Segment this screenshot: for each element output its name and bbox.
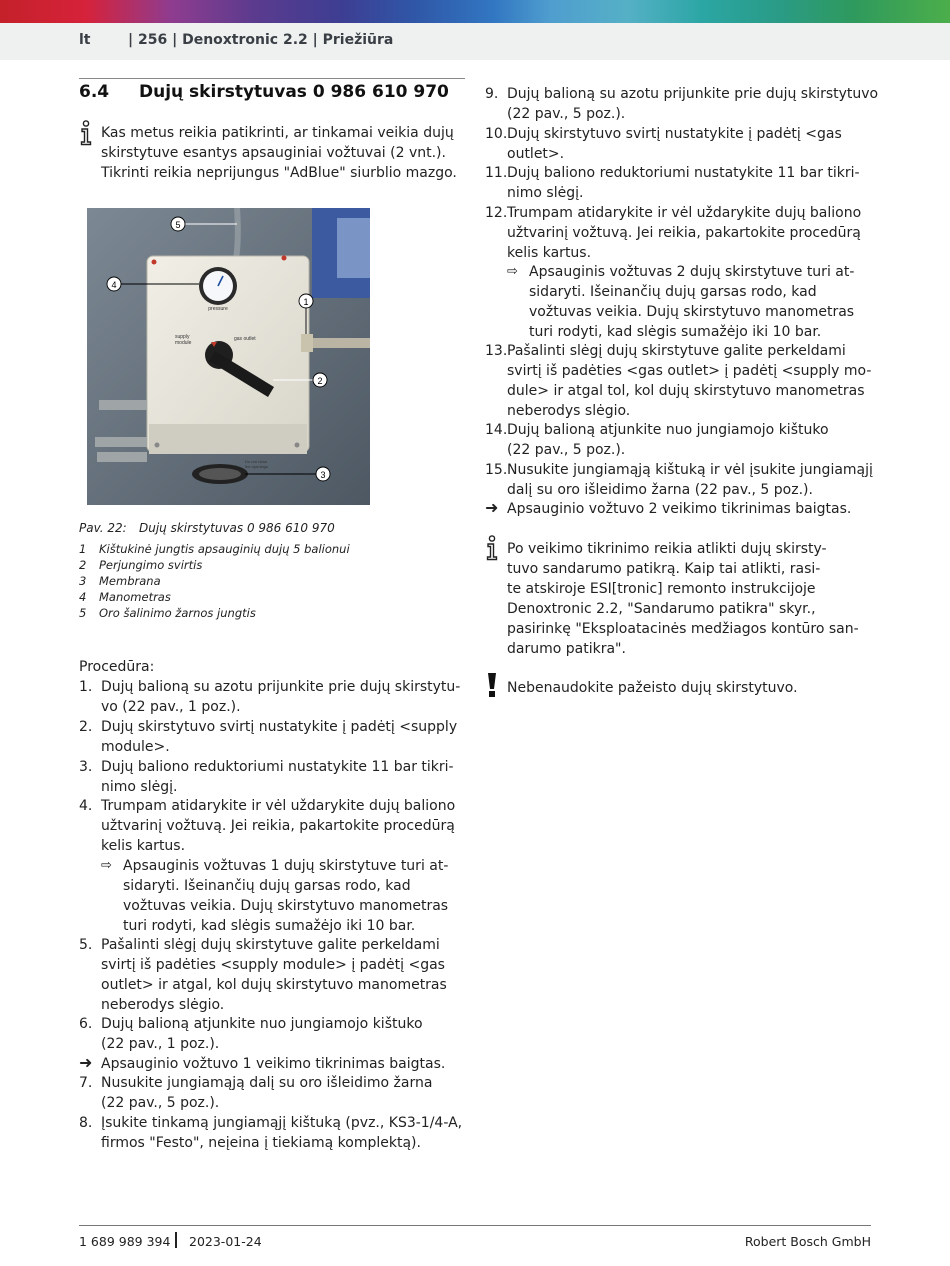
result-text: vožtuvas veikia. Dujų skirstytuvo manometras xyxy=(529,304,855,320)
info-note-1-line: Tikrinti reikia neprijungus "AdBlue" siurblio mazgo. xyxy=(101,165,457,181)
step-text: svirtį iš padėties <gas outlet> į padėtį <supply mo- xyxy=(507,363,872,379)
result-text: Apsauginis vožtuvas 2 dujų skirstytuve turi at- xyxy=(529,264,855,280)
step-text: outlet>. xyxy=(507,146,565,162)
result-text: sidaryti. Išeinančių dujų garsas rodo, kad xyxy=(529,284,817,300)
supply-module-label: supply xyxy=(175,334,190,340)
step-number: 8. xyxy=(79,1115,93,1131)
final-arrow-icon: ➜ xyxy=(485,498,499,517)
legend-item xyxy=(79,557,350,573)
step-text: Dujų skirstytuvo svirtį nustatykite į padėtį <supply xyxy=(101,719,458,735)
figure-caption xyxy=(79,521,335,535)
step-text: Dujų baliono reduktoriumi nustatykite 11 bar tikri- xyxy=(507,165,860,181)
step-text: Dujų baliono reduktoriumi nustatykite 11 bar tikri- xyxy=(101,759,454,775)
footer-company: Robert Bosch GmbH xyxy=(744,1234,871,1249)
section-rule xyxy=(79,78,465,79)
info-note-2-line: tuvo sandarumo patikrą. Kaip tai atlikti, rasi- xyxy=(507,561,821,577)
warning-text: Nebenaudokite pažeisto dujų skirstytuvo. xyxy=(507,680,798,696)
step-text: Trumpam atidarykite ir vėl uždarykite dujų baliono xyxy=(507,205,862,221)
step-number: 3. xyxy=(79,759,93,775)
step-text: neberodys slėgio. xyxy=(507,403,631,419)
step-text: (22 pav., 5 poz.). xyxy=(507,442,626,458)
step-text: Pašalinti slėgį dujų skirstytuve galite perkeldami xyxy=(507,343,846,359)
info-note-2-line: te atskiroje ESI[tronic] remonto instrukcijoje xyxy=(507,581,816,597)
callout-3: 3 xyxy=(320,470,326,480)
step-text: dule> ir atgal tol, kol dujų skirstytuvo manometras xyxy=(507,383,865,399)
step-text: outlet> ir atgal, kol dujų skirstytuvo manometras xyxy=(101,977,447,993)
step-text: užtvarinį vožtuvą. Jei reikia, pakartokite procedūrą xyxy=(507,225,861,241)
step-text: (22 pav., 5 poz.). xyxy=(101,1095,220,1111)
step-text: (22 pav., 5 poz.). xyxy=(507,106,626,122)
result-text: sidaryti. Išeinančių dujų garsas rodo, kad xyxy=(123,878,411,894)
step-number: 12. xyxy=(485,205,508,221)
legend-text: Membrana xyxy=(99,574,161,588)
final-result-text: Apsauginio vožtuvo 2 veikimo tikrinimas baigtas. xyxy=(507,501,852,517)
callout-5: 5 xyxy=(175,220,181,230)
step-text: module>. xyxy=(101,739,170,755)
info-note-2-line: pasirinkę "Eksploatacinės medžiagos kontūro san- xyxy=(507,621,859,637)
caption-text: Dujų skirstytuvas 0 986 610 970 xyxy=(139,521,335,535)
result-text: turi rodyti, kad slėgis sumažėjo iki 10 bar. xyxy=(123,918,416,934)
step-number: 5. xyxy=(79,937,93,953)
step-text: kelis kartus. xyxy=(507,245,592,261)
caption-label: Pav. 22: xyxy=(79,521,127,535)
step-text: firmos "Festo", neįeina į tiekiamą komplektą). xyxy=(101,1135,421,1151)
bottom-label: Do not close xyxy=(245,459,268,464)
step-text: nimo slėgį. xyxy=(101,779,178,795)
legend-number: 4 xyxy=(79,590,87,604)
info-note-1-line: skirstytuve esantys apsauginiai vožtuvai (2 vnt.). xyxy=(101,145,446,161)
step-number: 14. xyxy=(485,422,508,438)
step-number: 15. xyxy=(485,462,508,478)
step-text: nimo slėgį. xyxy=(507,185,584,201)
step-number: 9. xyxy=(485,86,499,102)
step-text: užtvarinį vožtuvą. Jei reikia, pakartokite procedūrą xyxy=(101,818,455,834)
step-text: Trumpam atidarykite ir vėl uždarykite dujų baliono xyxy=(101,798,456,814)
section-title: Dujų skirstytuvas 0 986 610 970 xyxy=(139,82,449,102)
step-number: 13. xyxy=(485,343,508,359)
step-text: Dujų balioną atjunkite nuo jungiamojo kištuko xyxy=(101,1016,423,1032)
legend-text: Manometras xyxy=(99,590,171,604)
legend-text: Perjungimo svirtis xyxy=(99,558,203,572)
step-text: neberodys slėgio. xyxy=(101,997,225,1013)
step-number: 6. xyxy=(79,1016,93,1032)
info-note-2-line: darumo patikra". xyxy=(507,641,626,657)
legend-number: 2 xyxy=(79,558,87,572)
header-title: | 256 | Denoxtronic 2.2 | Priežiūra xyxy=(128,32,394,48)
footer-doc-number: 1 689 989 394 xyxy=(79,1234,171,1249)
legend-item xyxy=(79,605,350,621)
footer-rule xyxy=(79,1225,871,1226)
legend-number: 3 xyxy=(79,574,87,588)
step-text: Dujų balioną su azotu prijunkite prie dujų skirstytuvo xyxy=(507,86,879,102)
section-number: 6.4 xyxy=(79,82,110,102)
step-text: kelis kartus. xyxy=(101,838,186,854)
step-text: Dujų balioną su azotu prijunkite prie dujų skirstytu- xyxy=(101,679,461,695)
step-text: dalį su oro išleidimo žarna (22 pav., 5 poz.). xyxy=(507,482,813,498)
procedure-label: Procedūra: xyxy=(79,659,155,675)
final-arrow-icon: ➜ xyxy=(79,1053,93,1072)
brand-color-bar xyxy=(0,0,950,23)
result-arrow-icon: ⇨ xyxy=(507,264,518,279)
exclamation-icon xyxy=(486,672,498,698)
callout-4: 4 xyxy=(111,280,117,290)
legend-text: Oro šalinimo žarnos jungtis xyxy=(99,606,256,620)
header-language: lt xyxy=(79,32,91,48)
step-number: 4. xyxy=(79,798,93,814)
step-number: 10. xyxy=(485,126,508,142)
legend-item xyxy=(79,589,350,605)
final-result-text: Apsauginio vožtuvo 1 veikimo tikrinimas baigtas. xyxy=(101,1056,446,1072)
gauge-label: pressure xyxy=(208,306,228,312)
step-number: 2. xyxy=(79,719,93,735)
step-text: svirtį iš padėties <supply module> į padėtį <gas xyxy=(101,957,445,973)
step-text: vo (22 pav., 1 poz.). xyxy=(101,699,241,715)
gas-distributor-photo xyxy=(87,208,370,505)
bottom-label-2: the openings xyxy=(245,464,268,469)
step-text: Įsukite tinkamą jungiamąjį kištuką (pvz., KS3-1/4-A, xyxy=(101,1115,463,1131)
info-note-1-line: Kas metus reikia patikrinti, ar tinkamai veikia dujų xyxy=(101,125,454,141)
step-text: Dujų skirstytuvo svirtį nustatykite į padėtį <gas xyxy=(507,126,842,142)
step-text: Nusukite jungiamąją dalį su oro išleidimo žarna xyxy=(101,1075,433,1091)
legend-number: 1 xyxy=(79,542,87,556)
callout-1: 1 xyxy=(303,297,309,307)
result-text: turi rodyti, kad slėgis sumažėjo iki 10 bar. xyxy=(529,324,822,340)
step-number: 11. xyxy=(485,165,508,181)
footer-separator xyxy=(175,1232,177,1248)
gas-outlet-label: gas outlet xyxy=(234,336,256,342)
step-number: 1. xyxy=(79,679,93,695)
result-text: Apsauginis vožtuvas 1 dujų skirstytuve turi at- xyxy=(123,858,449,874)
legend-text: Kištukinė jungtis apsauginių dujų 5 balionui xyxy=(99,542,350,556)
figure-legend xyxy=(79,541,350,621)
legend-item xyxy=(79,541,350,557)
info-note-2-line: Po veikimo tikrinimo reikia atlikti dujų skirsty- xyxy=(507,541,827,557)
step-text: Dujų balioną atjunkite nuo jungiamojo kištuko xyxy=(507,422,829,438)
info-note-2-line: Denoxtronic 2.2, "Sandarumo patikra" skyr., xyxy=(507,601,816,617)
info-icon xyxy=(79,120,93,146)
result-text: vožtuvas veikia. Dujų skirstytuvo manometras xyxy=(123,898,449,914)
info-note-2 xyxy=(507,539,859,659)
step-text: Pašalinti slėgį dujų skirstytuve galite perkeldami xyxy=(101,937,440,953)
info-note-1 xyxy=(101,123,457,183)
legend-item xyxy=(79,573,350,589)
footer-date: 2023-01-24 xyxy=(189,1234,262,1249)
callout-2: 2 xyxy=(317,376,323,386)
supply-module-label-2: module xyxy=(175,340,192,346)
step-text: Nusukite jungiamąją kištuką ir vėl įsukite jungiamąjį xyxy=(507,462,873,478)
result-arrow-icon: ⇨ xyxy=(101,858,112,873)
section-heading xyxy=(79,82,449,102)
info-icon xyxy=(485,535,499,561)
legend-number: 5 xyxy=(79,606,87,620)
step-number: 7. xyxy=(79,1075,93,1091)
step-text: (22 pav., 1 poz.). xyxy=(101,1036,220,1052)
